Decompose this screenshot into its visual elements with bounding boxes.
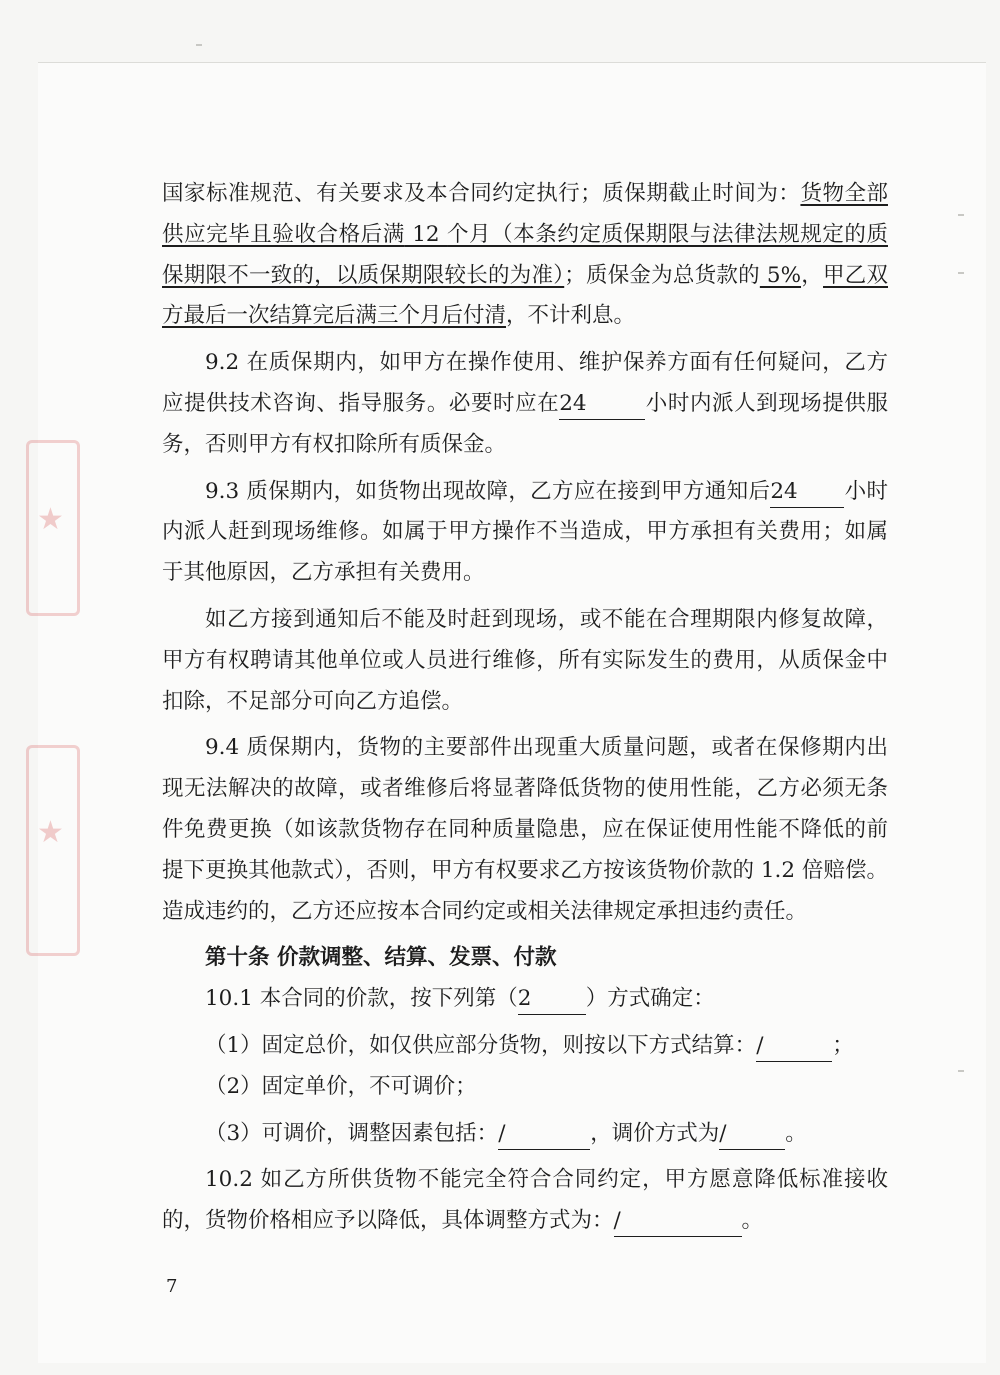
contract-body: [162, 174, 888, 1242]
scan-mark: [958, 214, 964, 216]
clause-9-3-repair: 如乙方接到通知后不能及时赶到现场，或不能在合理期限内修复故障，甲方有权聘请其他单位或人员进行维修，所有实际发生的费用，从质保金中扣除，不足部分可向乙方追偿。: [162, 606, 888, 714]
clause-10-2: 10.2 如乙方所供货物不能完全符合合同约定，甲方愿意降低标准接收的，货物价格相应予以降低，具体调整方式为：/ 。: [162, 1160, 888, 1242]
page-number: 7: [166, 1276, 178, 1297]
underlined-term: 甲乙双方最后一次结算完后满三个月后付清: [162, 262, 888, 329]
text-run: ，: [801, 262, 824, 288]
underlined-term: 货物全部供应完毕且验收合格后满 12 个月（本条约定质保期限与法律法规规定的质保期限不一致的，以质保期限较长的为准）: [162, 181, 888, 288]
text-run: 国家标准规范、有关要求及本合同约定执行；质保期截止时间为：: [162, 181, 801, 206]
clause-9-4: 9.4 质保期内，货物的主要部件出现重大质量问题，或者在保修期内出现无法解决的故障，或者维修后将显著降低货物的使用性能，乙方必须无条件免费更换（如该款货物存在同种质量隐患，应在保证使用性能不降低的前提下更换其他款式），否则，甲方有权要求乙方按该货物价款的 1.2 倍赔偿。造成违约的，乙方还应按本合同约定或相关法律规定承担违约责任。: [162, 735, 888, 924]
warranty-clause-continued: [162, 174, 888, 337]
option-3: （3）可调价，调整因素包括：/ ，调价方式为/ 。: [162, 1114, 888, 1155]
option-2: （2）固定单价，不可调价；: [205, 1073, 477, 1099]
option-1: （1）固定总价，如仅供应部分货物，则按以下方式结算：/ ；: [162, 1026, 888, 1067]
clause-9-2: 9.2 在质保期内，如甲方在操作使用、维护保养方面有任何疑问，乙方应提供技术咨询、指导服务。必要时应在24 小时内派人到现场提供服务，否则甲方有权扣除所有质保金。: [162, 350, 888, 457]
clause-10-1: 10.1 本合同的价款，按下列第（2 ）方式确定：: [162, 979, 888, 1020]
star-icon: ★: [37, 815, 64, 850]
text-run: ，不计利息。: [506, 303, 636, 329]
clause-9-3: 9.3 质保期内，如货物出现故障，乙方应在接到甲方通知后24 小时内派人赶到现场维修。如属于甲方操作不当造成，甲方承担有关费用；如属于其他原因，乙方承担有关费用。: [162, 478, 888, 586]
text-run: ；质保金为总货款的: [564, 262, 760, 288]
scan-mark: [958, 272, 964, 274]
red-seal-stamp-top: [26, 440, 80, 616]
red-seal-stamp-bottom: [26, 745, 80, 956]
scan-mark: [958, 1070, 964, 1072]
factor-blank: /: [498, 1119, 590, 1150]
adjustment-blank: /: [614, 1206, 742, 1237]
option-blank: 2: [518, 984, 586, 1015]
deposit-percent: 5%: [759, 262, 802, 288]
settlement-blank: /: [756, 1031, 832, 1062]
hours-blank: 24: [559, 389, 645, 420]
article-10-heading: 第十条 价款调整、结算、发票、付款: [205, 945, 557, 971]
method-blank: /: [719, 1119, 785, 1150]
star-icon: ★: [37, 502, 64, 537]
scan-mark: [196, 44, 202, 46]
hours-blank: 24: [770, 477, 844, 508]
